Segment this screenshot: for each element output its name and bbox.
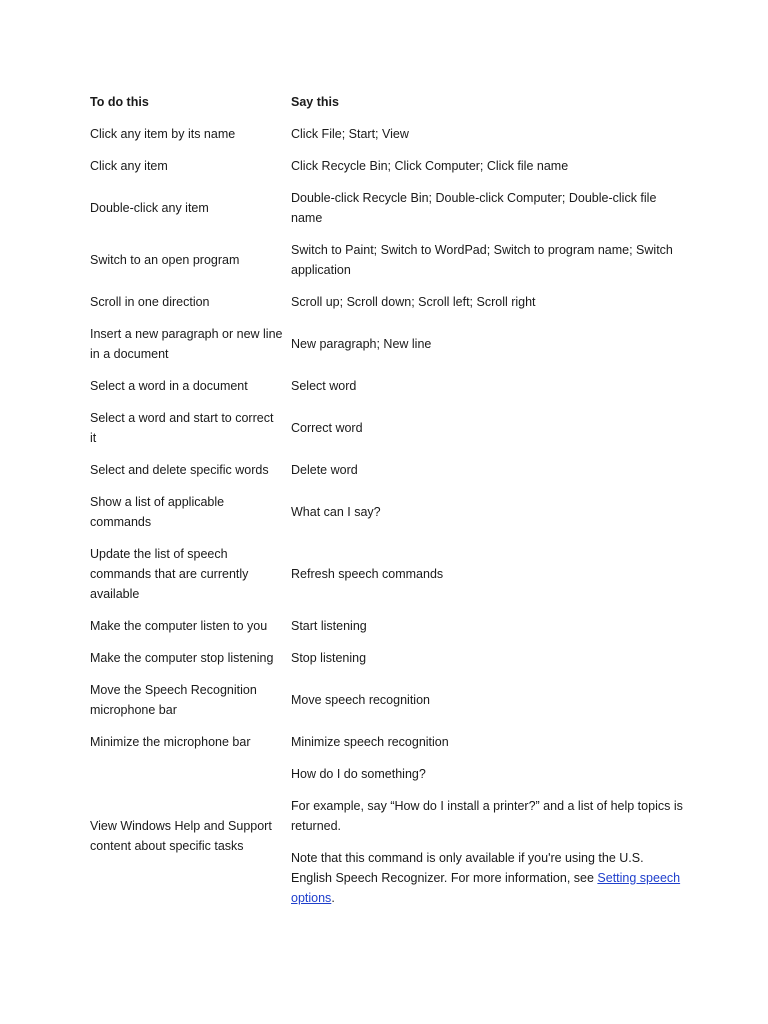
action-cell: Switch to an open program — [90, 253, 240, 267]
action-cell: Double-click any item — [90, 201, 209, 215]
action-cell: Make the computer listen to you — [90, 619, 268, 633]
table-header-row — [86, 88, 690, 118]
action-cell: Insert a new paragraph or new line in a document — [90, 327, 283, 361]
help-note-suffix: . — [331, 891, 335, 905]
say-cell: Click File; Start; View — [291, 127, 409, 141]
action-cell: Show a list of applicable commands — [90, 495, 225, 529]
action-cell: Select a word and start to correct it — [90, 411, 274, 445]
action-cell: Make the computer stop listening — [90, 651, 274, 665]
action-cell: Update the list of speech commands that are currently available — [90, 547, 249, 601]
say-cell: Move speech recognition — [291, 693, 430, 707]
table-row — [86, 402, 690, 454]
help-note-prefix: Note that this command is only available if you're using the U.S. English Speech Recognizer. For more information, see — [291, 851, 644, 885]
say-cell: New paragraph; New line — [291, 337, 432, 351]
table-row — [86, 726, 690, 758]
table-row — [86, 454, 690, 486]
say-cell-help — [287, 758, 690, 914]
help-command-text: How do I do something? — [291, 767, 426, 781]
help-note-text — [291, 848, 686, 908]
table-row — [86, 538, 690, 610]
say-cell: Click Recycle Bin; Click Computer; Click file name — [291, 159, 569, 173]
table-row — [86, 286, 690, 318]
say-cell: Stop listening — [291, 651, 367, 665]
table-row — [86, 370, 690, 402]
action-cell: View Windows Help and Support content about specific tasks — [90, 819, 272, 853]
table-row-help — [86, 758, 690, 914]
header-say-this: Say this — [291, 95, 339, 109]
say-cell: Double-click Recycle Bin; Double-click Computer; Double-click file name — [291, 191, 657, 225]
say-cell: Correct word — [291, 421, 363, 435]
say-cell: Switch to Paint; Switch to WordPad; Switch to program name; Switch application — [291, 243, 673, 277]
table-row — [86, 150, 690, 182]
action-cell: Select and delete specific words — [90, 463, 269, 477]
say-cell: Scroll up; Scroll down; Scroll left; Scroll right — [291, 295, 536, 309]
table-row — [86, 318, 690, 370]
action-cell: Move the Speech Recognition microphone bar — [90, 683, 257, 717]
table-row — [86, 674, 690, 726]
table-row — [86, 118, 690, 150]
action-cell: Click any item by its name — [90, 127, 236, 141]
help-example-text: For example, say “How do I install a printer?” and a list of help topics is returned. — [291, 799, 683, 833]
header-to-do-this: To do this — [90, 95, 149, 109]
table-row — [86, 610, 690, 642]
setting-speech-options-link[interactable]: Setting speech options — [291, 871, 681, 905]
action-cell: Scroll in one direction — [90, 295, 210, 309]
table-row — [86, 486, 690, 538]
action-cell: Select a word in a document — [90, 379, 248, 393]
say-cell: Minimize speech recognition — [291, 735, 449, 749]
table-row — [86, 182, 690, 234]
speech-commands-table — [86, 88, 690, 914]
table-row — [86, 234, 690, 286]
say-cell: Start listening — [291, 619, 367, 633]
table-row — [86, 642, 690, 674]
say-cell: Refresh speech commands — [291, 567, 444, 581]
action-cell: Click any item — [90, 159, 168, 173]
say-cell: What can I say? — [291, 505, 381, 519]
say-cell: Delete word — [291, 463, 358, 477]
action-cell: Minimize the microphone bar — [90, 735, 251, 749]
say-cell: Select word — [291, 379, 357, 393]
